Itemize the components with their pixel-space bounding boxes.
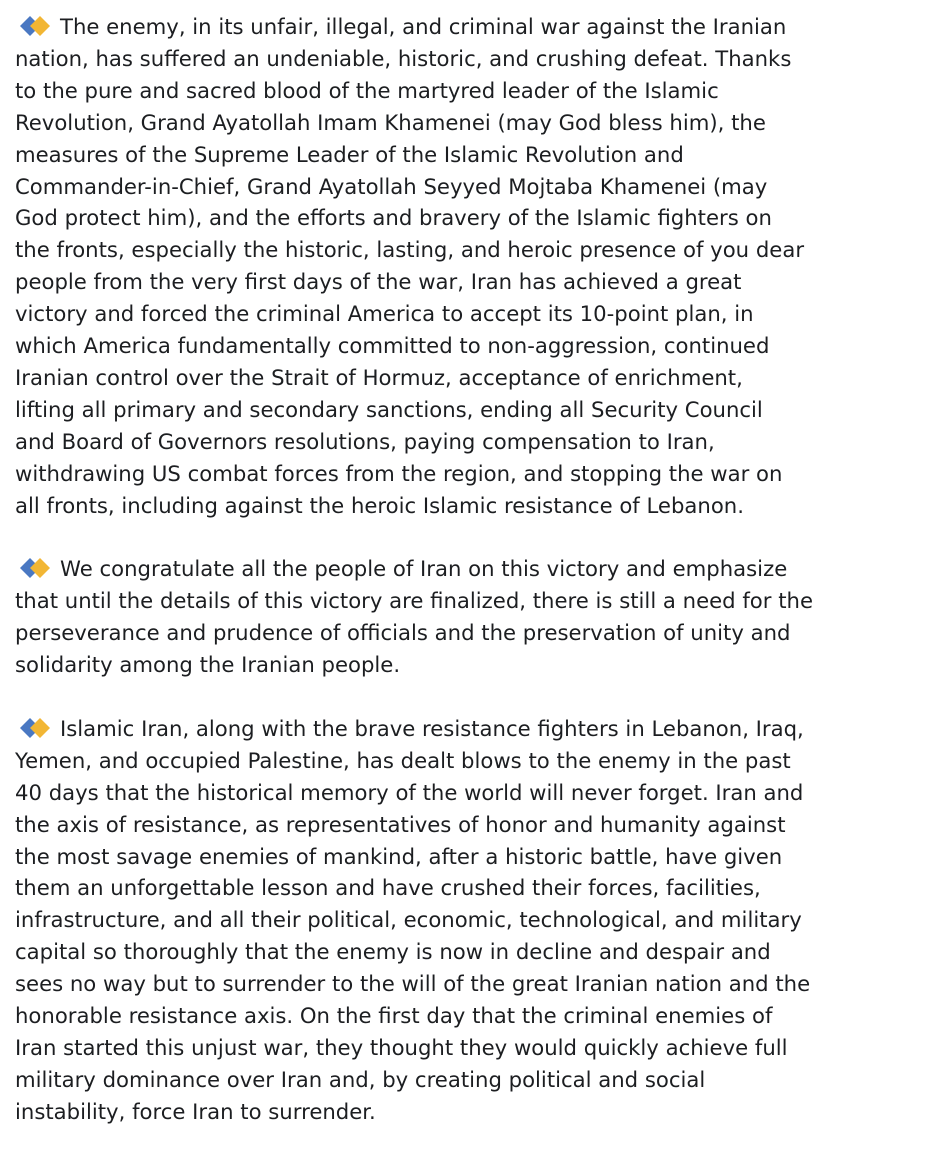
text-line: nation, has suffered an undeniable, historic, and crushing defeat. Thanks [15, 45, 792, 71]
text-line: all fronts, including against the heroic Islamic resistance of Lebanon. [15, 492, 744, 518]
text-line: lifting all primary and secondary sanctions, ending all Security Council [15, 396, 763, 422]
text-line: withdrawing US combat forces from the region, and stopping the war on [15, 460, 783, 486]
text-line: honorable resistance axis. On the first day that the criminal enemies of [15, 1003, 773, 1029]
text-line: to the pure and sacred blood of the martyred leader of the Islamic [15, 77, 719, 103]
post-body [15, 11, 920, 1160]
text-line: 40 days that the historical memory of the world will never forget. Iran and [15, 779, 804, 805]
text-line: measures of the Supreme Leader of the Islamic Revolution and [15, 141, 684, 167]
text-line: The enemy, in its unfair, illegal, and criminal war against the Iranian [15, 11, 920, 43]
diamond-bullet-icon [20, 718, 52, 738]
text-line: them an unforgettable lesson and have crushed their forces, facilities, [15, 875, 761, 901]
text-line: Islamic Iran, along with the brave resistance fighters in Lebanon, Iraq, [15, 713, 920, 745]
text-line: instability, force Iran to surrender. [15, 1098, 376, 1124]
text-line: which America fundamentally committed to non-aggression, continued [15, 333, 770, 359]
text-line: Commander-in-Chief, Grand Ayatollah Seyyed Mojtaba Khamenei (may [15, 173, 768, 199]
text-line: Iranian control over the Strait of Hormuz, acceptance of enrichment, [15, 364, 743, 390]
text-line: Iran started this unjust war, they thought they would quickly achieve full [15, 1034, 788, 1060]
paragraph-2 [15, 553, 920, 681]
diamond-bullet-icon [20, 558, 52, 578]
paragraph-1 [15, 11, 920, 522]
text-line: military dominance over Iran and, by creating political and social [15, 1066, 706, 1092]
text-line: infrastructure, and all their political, economic, technological, and military [15, 907, 802, 933]
diamond-bullet-icon [20, 16, 52, 36]
text-line: people from the very first days of the war, Iran has achieved a great [15, 269, 742, 295]
text-line: capital so thoroughly that the enemy is now in decline and despair and [15, 939, 771, 965]
text-line: victory and forced the criminal America to accept its 10-point plan, in [15, 301, 754, 327]
text-line: Revolution, Grand Ayatollah Imam Khamenei (may God bless him), the [15, 109, 766, 135]
text-line: We congratulate all the people of Iran on this victory and emphasize [15, 553, 920, 585]
text-line: Yemen, and occupied Palestine, has dealt blows to the enemy in the past [15, 747, 791, 773]
text-line: solidarity among the Iranian people. [15, 652, 401, 678]
text-line: the axis of resistance, as representatives of honor and humanity against [15, 811, 786, 837]
paragraph-3 [15, 713, 920, 1128]
text-line: sees no way but to surrender to the will of the great Iranian nation and the [15, 971, 811, 997]
text-line: the fronts, especially the historic, lasting, and heroic presence of you dear [15, 237, 805, 263]
text-line: the most savage enemies of mankind, after a historic battle, have given [15, 843, 783, 869]
text-line: perseverance and prudence of officials and the preservation of unity and [15, 620, 791, 646]
text-line: God protect him), and the efforts and bravery of the Islamic fighters on [15, 205, 772, 231]
text-line: that until the details of this victory are finalized, there is still a need for the [15, 588, 813, 614]
text-line: and Board of Governors resolutions, paying compensation to Iran, [15, 428, 715, 454]
